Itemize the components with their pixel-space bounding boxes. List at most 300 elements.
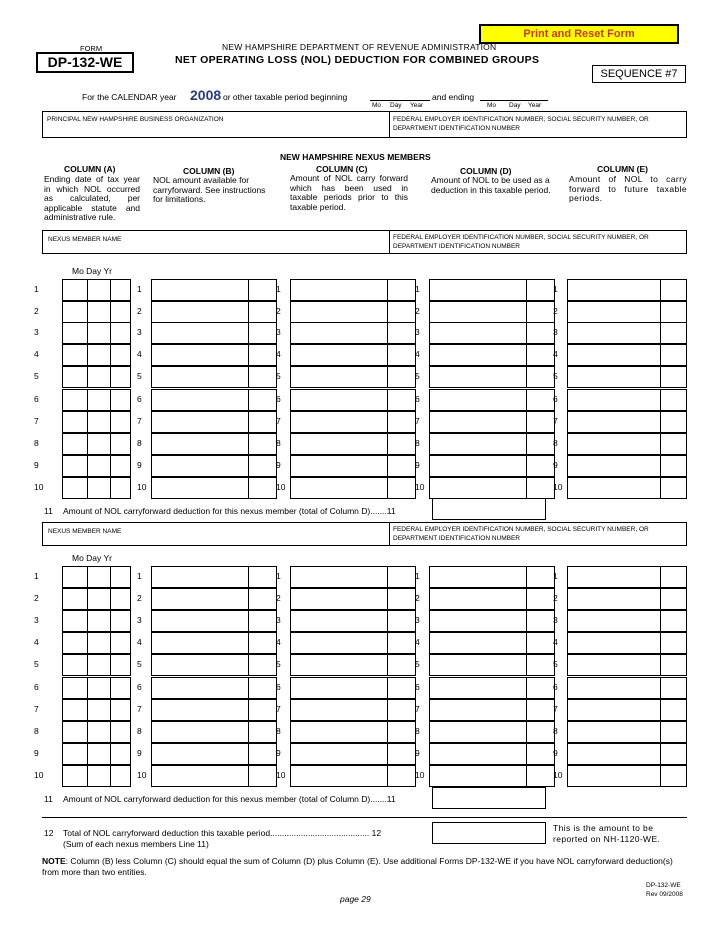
line12-num: 12 [44, 828, 54, 838]
member2-row-number: 4 [34, 637, 39, 647]
member2-date-day-field[interactable] [87, 743, 111, 765]
member1-col-c-amount-field[interactable] [290, 389, 388, 411]
member2-col-c-cents-field[interactable] [387, 654, 416, 676]
member2-col-b-amount-field[interactable] [151, 721, 249, 743]
print-reset-button[interactable]: Print and Reset Form [479, 24, 679, 44]
member2-col-d-cents-field[interactable] [526, 588, 555, 610]
member2-date-yr-field[interactable] [110, 721, 131, 743]
member2-col-e-cents-field[interactable] [660, 632, 687, 654]
member2-col-c-cents-field[interactable] [387, 721, 416, 743]
member1-col-e-amount-field[interactable] [567, 322, 661, 344]
member2-col-b-cents-field[interactable] [248, 566, 277, 588]
member1-date-yr-field[interactable] [110, 322, 131, 344]
member1-col-c-cents-field[interactable] [387, 433, 416, 455]
member2-col-e-line-number: 2 [553, 593, 558, 603]
member2-col-e-cents-field[interactable] [660, 588, 687, 610]
member1-col-e-amount-field[interactable] [567, 366, 661, 388]
member1-date-yr-field[interactable] [110, 433, 131, 455]
member2-col-b-cents-field[interactable] [248, 654, 277, 676]
member2-col-c-line-number: 9 [276, 748, 281, 758]
member2-col-e-line-number: 8 [553, 726, 558, 736]
column-d-desc: Amount of NOL to be used as a deduction in this taxable period. [431, 175, 551, 195]
member2-col-d-amount-field[interactable] [429, 566, 527, 588]
member2-col-b-line-number: 10 [137, 770, 147, 780]
member2-col-d-cents-field[interactable] [526, 566, 555, 588]
member2-date-day-field[interactable] [87, 677, 111, 699]
member2-col-b-amount-field[interactable] [151, 677, 249, 699]
member1-row-number: 7 [34, 416, 39, 426]
begin-year-label: Year [410, 102, 424, 109]
line12-sub: (Sum of each nexus members Line 11) [63, 839, 209, 849]
member2-col-d-amount-field[interactable] [429, 654, 527, 676]
member2-line11-field[interactable] [432, 787, 546, 809]
member2-col-c-line-number: 2 [276, 593, 281, 603]
member1-col-b-cents-field[interactable] [248, 477, 277, 499]
form-id: DP-132-WE [36, 52, 134, 73]
member1-col-d-cents-field[interactable] [526, 389, 555, 411]
member1-col-d-cents-field[interactable] [526, 279, 555, 301]
member1-col-c-line-number: 9 [276, 460, 281, 470]
member2-date-mo-field[interactable] [62, 610, 88, 632]
member2-col-b-amount-field[interactable] [151, 588, 249, 610]
member2-col-c-cents-field[interactable] [387, 588, 416, 610]
form-label: FORM [80, 44, 103, 53]
member1-col-d-cents-field[interactable] [526, 344, 555, 366]
member1-col-e-cents-field[interactable] [660, 411, 687, 433]
member2-col-e-amount-field[interactable] [567, 699, 661, 721]
member2-col-e-cents-field[interactable] [660, 677, 687, 699]
member2-row-number: 10 [34, 770, 44, 780]
member1-col-b-line-number: 9 [137, 460, 142, 470]
member2-date-mo-field[interactable] [62, 654, 88, 676]
member2-col-d-amount-field[interactable] [429, 588, 527, 610]
member1-col-b-amount-field[interactable] [151, 322, 249, 344]
member1-col-d-line-number: 2 [415, 306, 420, 316]
member1-col-c-cents-field[interactable] [387, 301, 416, 323]
member2-col-d-cents-field[interactable] [526, 699, 555, 721]
member2-col-c-cents-field[interactable] [387, 566, 416, 588]
member1-date-day-field[interactable] [87, 301, 111, 323]
member2-col-d-amount-field[interactable] [429, 610, 527, 632]
member1-date-yr-field[interactable] [110, 455, 131, 477]
member1-col-c-cents-field[interactable] [387, 411, 416, 433]
member2-date-day-field[interactable] [87, 654, 111, 676]
member1-col-b-cents-field[interactable] [248, 389, 277, 411]
member1-col-b-amount-field[interactable] [151, 279, 249, 301]
member1-col-b-cents-field[interactable] [248, 322, 277, 344]
member2-date-yr-field[interactable] [110, 610, 131, 632]
member1-date-mo-field[interactable] [62, 477, 88, 499]
member1-col-d-cents-field[interactable] [526, 366, 555, 388]
member1-col-b-amount-field[interactable] [151, 411, 249, 433]
member1-col-c-cents-field[interactable] [387, 477, 416, 499]
member1-col-c-amount-field[interactable] [290, 477, 388, 499]
member1-col-b-amount-field[interactable] [151, 301, 249, 323]
member2-date-yr-field[interactable] [110, 654, 131, 676]
member1-col-b-cents-field[interactable] [248, 411, 277, 433]
member1-col-c-line-number: 6 [276, 394, 281, 404]
member2-col-b-amount-field[interactable] [151, 654, 249, 676]
member1-row-number: 4 [34, 349, 39, 359]
member2-line11-num: 11 [44, 794, 53, 804]
member2-col-e-cents-field[interactable] [660, 765, 687, 787]
member1-date-mo-field[interactable] [62, 344, 88, 366]
member2-col-c-line-number: 8 [276, 726, 281, 736]
member2-col-b-line-number: 2 [137, 593, 142, 603]
member2-col-e-amount-field[interactable] [567, 721, 661, 743]
member2-col-b-amount-field[interactable] [151, 743, 249, 765]
member2-col-b-line-number: 7 [137, 704, 142, 714]
member1-date-mo-field[interactable] [62, 279, 88, 301]
member2-col-c-line-number: 1 [276, 571, 281, 581]
begin-mo-label: Mo [372, 102, 382, 109]
member1-col-d-amount-field[interactable] [429, 366, 527, 388]
member1-col-b-cents-field[interactable] [248, 344, 277, 366]
member2-col-c-cents-field[interactable] [387, 632, 416, 654]
member2-col-d-cents-field[interactable] [526, 765, 555, 787]
member1-col-c-cents-field[interactable] [387, 344, 416, 366]
department-name: NEW HAMPSHIRE DEPARTMENT OF REVENUE ADMINISTRATION [222, 42, 497, 52]
member1-col-e-cents-field[interactable] [660, 366, 687, 388]
member1-row-number: 9 [34, 460, 39, 470]
member1-col-e-amount-field[interactable] [567, 344, 661, 366]
member1-col-c-line-number: 8 [276, 438, 281, 448]
member2-date-day-field[interactable] [87, 610, 111, 632]
member1-date-yr-field[interactable] [110, 279, 131, 301]
member1-col-c-line-number: 4 [276, 349, 281, 359]
member2-col-d-amount-field[interactable] [429, 632, 527, 654]
member2-col-e-cents-field[interactable] [660, 721, 687, 743]
member1-col-b-amount-field[interactable] [151, 455, 249, 477]
member1-col-e-line-number: 2 [553, 306, 558, 316]
footer-rev: Rev 09/2008 [646, 891, 683, 898]
member1-date-day-field[interactable] [87, 279, 111, 301]
member2-col-d-cents-field[interactable] [526, 677, 555, 699]
member2-col-b-cents-field[interactable] [248, 632, 277, 654]
member2-col-e-line-number: 4 [553, 637, 558, 647]
member2-col-b-cents-field[interactable] [248, 610, 277, 632]
member1-col-c-cents-field[interactable] [387, 455, 416, 477]
member2-col-b-cents-field[interactable] [248, 699, 277, 721]
member2-col-e-amount-field[interactable] [567, 566, 661, 588]
member2-col-b-cents-field[interactable] [248, 677, 277, 699]
period-end-field[interactable] [480, 88, 548, 100]
member1-col-d-amount-field[interactable] [429, 477, 527, 499]
member2-col-e-cents-field[interactable] [660, 743, 687, 765]
member1-col-e-amount-field[interactable] [567, 433, 661, 455]
principal-fein-label: FEDERAL EMPLOYER IDENTIFICATION NUMBER, SOCIAL SECURITY NUMBER, OR DEPARTMENT IDENTIFICATION NUMBER [393, 116, 649, 132]
member2-col-c-amount-field[interactable] [290, 632, 388, 654]
member2-col-e-amount-field[interactable] [567, 588, 661, 610]
member2-row-number: 8 [34, 726, 39, 736]
member1-col-e-amount-field[interactable] [567, 301, 661, 323]
member1-col-e-line-number: 9 [553, 460, 558, 470]
member2-date-day-field[interactable] [87, 566, 111, 588]
member2-col-c-cents-field[interactable] [387, 677, 416, 699]
member1-col-c-amount-field[interactable] [290, 366, 388, 388]
member2-col-b-amount-field[interactable] [151, 632, 249, 654]
member2-date-day-field[interactable] [87, 588, 111, 610]
member1-date-mo-field[interactable] [62, 301, 88, 323]
member1-line11-field[interactable] [432, 498, 546, 520]
member2-col-e-amount-field[interactable] [567, 743, 661, 765]
member2-col-e-amount-field[interactable] [567, 632, 661, 654]
member2-date-mo-field[interactable] [62, 566, 88, 588]
member2-date-mo-field[interactable] [62, 632, 88, 654]
member2-col-e-cents-field[interactable] [660, 610, 687, 632]
member2-col-b-cents-field[interactable] [248, 765, 277, 787]
member1-col-b-amount-field[interactable] [151, 344, 249, 366]
member2-date-yr-field[interactable] [110, 699, 131, 721]
member2-col-b-amount-field[interactable] [151, 765, 249, 787]
member1-col-e-amount-field[interactable] [567, 455, 661, 477]
member2-date-mo-field[interactable] [62, 721, 88, 743]
member1-col-b-cents-field[interactable] [248, 455, 277, 477]
column-c-title: COLUMN (C) [316, 164, 368, 174]
member1-col-c-amount-field[interactable] [290, 455, 388, 477]
member1-date-day-field[interactable] [87, 366, 111, 388]
member1-col-d-cents-field[interactable] [526, 322, 555, 344]
member1-date-day-field[interactable] [87, 477, 111, 499]
member2-row-number: 6 [34, 682, 39, 692]
member1-date-yr-field[interactable] [110, 477, 131, 499]
member1-col-e-amount-field[interactable] [567, 411, 661, 433]
member2-col-c-amount-field[interactable] [290, 721, 388, 743]
member1-col-c-amount-field[interactable] [290, 344, 388, 366]
member2-col-b-cents-field[interactable] [248, 588, 277, 610]
member1-col-e-amount-field[interactable] [567, 389, 661, 411]
member2-col-e-amount-field[interactable] [567, 654, 661, 676]
member2-col-b-amount-field[interactable] [151, 566, 249, 588]
member1-col-e-cents-field[interactable] [660, 477, 687, 499]
member1-col-c-amount-field[interactable] [290, 411, 388, 433]
member2-col-d-cents-field[interactable] [526, 654, 555, 676]
member2-col-b-amount-field[interactable] [151, 610, 249, 632]
member2-col-b-cents-field[interactable] [248, 721, 277, 743]
member2-date-yr-field[interactable] [110, 588, 131, 610]
member1-col-d-cents-field[interactable] [526, 301, 555, 323]
member2-col-c-amount-field[interactable] [290, 699, 388, 721]
member1-col-b-amount-field[interactable] [151, 433, 249, 455]
member2-col-c-cents-field[interactable] [387, 699, 416, 721]
member1-col-e-cents-field[interactable] [660, 389, 687, 411]
member1-col-c-cents-field[interactable] [387, 366, 416, 388]
member1-col-d-amount-field[interactable] [429, 389, 527, 411]
member1-date-day-field[interactable] [87, 322, 111, 344]
member2-col-d-amount-field[interactable] [429, 721, 527, 743]
member1-col-b-amount-field[interactable] [151, 389, 249, 411]
begin-day-label: Day [390, 102, 402, 109]
member1-date-day-field[interactable] [87, 344, 111, 366]
member1-date-mo-field[interactable] [62, 455, 88, 477]
member1-col-e-line-number: 10 [553, 482, 563, 492]
member2-col-b-amount-field[interactable] [151, 699, 249, 721]
member2-date-mo-field[interactable] [62, 699, 88, 721]
member1-col-d-line-number: 10 [415, 482, 425, 492]
member2-date-yr-field[interactable] [110, 566, 131, 588]
member2-col-c-amount-field[interactable] [290, 743, 388, 765]
member2-date-yr-field[interactable] [110, 765, 131, 787]
member2-col-e-line-number: 1 [553, 571, 558, 581]
member2-col-d-amount-field[interactable] [429, 677, 527, 699]
member2-col-c-cents-field[interactable] [387, 743, 416, 765]
member1-col-e-amount-field[interactable] [567, 477, 661, 499]
member1-col-c-line-number: 5 [276, 371, 281, 381]
member1-line11-num: 11 [44, 506, 53, 516]
member1-col-e-cents-field[interactable] [660, 344, 687, 366]
member1-col-c-amount-field[interactable] [290, 279, 388, 301]
member1-date-day-field[interactable] [87, 455, 111, 477]
period-begin-field[interactable] [370, 88, 430, 100]
member2-date-mo-field[interactable] [62, 588, 88, 610]
member2-col-e-cents-field[interactable] [660, 566, 687, 588]
member1-col-b-cents-field[interactable] [248, 433, 277, 455]
member2-date-mo-field[interactable] [62, 677, 88, 699]
member2-col-e-cents-field[interactable] [660, 699, 687, 721]
member1-col-b-cents-field[interactable] [248, 301, 277, 323]
member2-col-d-cents-field[interactable] [526, 632, 555, 654]
member1-col-d-amount-field[interactable] [429, 301, 527, 323]
member1-col-b-line-number: 4 [137, 349, 142, 359]
member1-date-mo-field[interactable] [62, 366, 88, 388]
member1-col-c-line-number: 10 [276, 482, 286, 492]
principal-org-label: PRINCIPAL NEW HAMPSHIRE BUSINESS ORGANIZATION [47, 116, 224, 123]
member1-col-d-cents-field[interactable] [526, 411, 555, 433]
member1-col-b-line-number: 5 [137, 371, 142, 381]
member2-col-c-line-number: 10 [276, 770, 286, 780]
tax-year: 2008 [190, 87, 222, 103]
member2-col-c-amount-field[interactable] [290, 610, 388, 632]
member2-col-c-amount-field[interactable] [290, 765, 388, 787]
member2-fein-label: FEDERAL EMPLOYER IDENTIFICATION NUMBER, SOCIAL SECURITY NUMBER, OR DEPARTMENT IDENTIFICATION NUMBER [393, 526, 649, 542]
member2-date-yr-field[interactable] [110, 632, 131, 654]
member1-col-d-amount-field[interactable] [429, 322, 527, 344]
member1-col-b-cents-field[interactable] [248, 366, 277, 388]
member2-col-e-line-number: 3 [553, 615, 558, 625]
member2-col-d-amount-field[interactable] [429, 765, 527, 787]
member2-row-number: 9 [34, 748, 39, 758]
member2-col-c-line-number: 4 [276, 637, 281, 647]
member1-col-e-line-number: 1 [553, 284, 558, 294]
member1-date-mo-field[interactable] [62, 411, 88, 433]
member1-col-b-cents-field[interactable] [248, 279, 277, 301]
member2-col-e-cents-field[interactable] [660, 654, 687, 676]
member2-col-d-amount-field[interactable] [429, 743, 527, 765]
member2-col-d-cents-field[interactable] [526, 610, 555, 632]
member2-col-e-amount-field[interactable] [567, 765, 661, 787]
member1-col-d-cents-field[interactable] [526, 477, 555, 499]
member2-col-c-amount-field[interactable] [290, 654, 388, 676]
member1-date-mo-field[interactable] [62, 389, 88, 411]
line12-text: Total of NOL carryforward deduction this taxable period.......................................... 12 [63, 828, 382, 838]
member2-col-c-amount-field[interactable] [290, 566, 388, 588]
member1-date-yr-field[interactable] [110, 366, 131, 388]
member1-date-yr-field[interactable] [110, 389, 131, 411]
member2-col-d-cents-field[interactable] [526, 743, 555, 765]
member1-col-c-cents-field[interactable] [387, 279, 416, 301]
member2-col-d-cents-field[interactable] [526, 721, 555, 743]
member2-col-d-line-number: 6 [415, 682, 420, 692]
member1-col-e-cents-field[interactable] [660, 279, 687, 301]
member1-col-c-amount-field[interactable] [290, 433, 388, 455]
member1-col-c-line-number: 2 [276, 306, 281, 316]
member1-col-e-cents-field[interactable] [660, 455, 687, 477]
member2-line11-text: Amount of NOL carryforward deduction for this nexus member (total of Column D).......11 [63, 794, 396, 804]
member1-col-c-amount-field[interactable] [290, 322, 388, 344]
member1-col-b-line-number: 7 [137, 416, 142, 426]
note-label: NOTE [42, 856, 66, 866]
member1-col-b-amount-field[interactable] [151, 477, 249, 499]
member2-col-c-amount-field[interactable] [290, 677, 388, 699]
member2-col-b-cents-field[interactable] [248, 743, 277, 765]
member2-col-c-amount-field[interactable] [290, 588, 388, 610]
member1-col-d-line-number: 4 [415, 349, 420, 359]
member1-col-c-cents-field[interactable] [387, 322, 416, 344]
member1-col-c-cents-field[interactable] [387, 389, 416, 411]
member1-col-d-cents-field[interactable] [526, 455, 555, 477]
member1-col-e-amount-field[interactable] [567, 279, 661, 301]
line12-field[interactable] [432, 822, 546, 844]
member2-date-yr-field[interactable] [110, 743, 131, 765]
member2-date-mo-field[interactable] [62, 765, 88, 787]
member2-date-day-field[interactable] [87, 721, 111, 743]
member2-col-e-line-number: 10 [553, 770, 563, 780]
member1-col-e-cents-field[interactable] [660, 322, 687, 344]
member1-col-b-line-number: 6 [137, 394, 142, 404]
member1-col-e-cents-field[interactable] [660, 433, 687, 455]
member1-date-mo-field[interactable] [62, 322, 88, 344]
form-note [42, 856, 690, 878]
member1-col-c-amount-field[interactable] [290, 301, 388, 323]
member2-col-e-amount-field[interactable] [567, 677, 661, 699]
member1-date-day-field[interactable] [87, 411, 111, 433]
member2-col-d-amount-field[interactable] [429, 699, 527, 721]
member2-col-c-cents-field[interactable] [387, 610, 416, 632]
member2-date-day-field[interactable] [87, 765, 111, 787]
member2-date-mo-field[interactable] [62, 743, 88, 765]
member1-col-b-amount-field[interactable] [151, 366, 249, 388]
member2-col-d-line-number: 2 [415, 593, 420, 603]
member2-col-c-cents-field[interactable] [387, 765, 416, 787]
member1-col-d-amount-field[interactable] [429, 411, 527, 433]
member1-col-d-amount-field[interactable] [429, 344, 527, 366]
member1-date-yr-field[interactable] [110, 301, 131, 323]
member1-date-day-field[interactable] [87, 389, 111, 411]
member1-row-number: 3 [34, 327, 39, 337]
member1-col-c-line-number: 1 [276, 284, 281, 294]
member1-col-d-amount-field[interactable] [429, 279, 527, 301]
sequence-box: SEQUENCE #7 [592, 65, 686, 83]
member1-date-day-field[interactable] [87, 433, 111, 455]
member2-col-d-line-number: 8 [415, 726, 420, 736]
member1-col-e-line-number: 3 [553, 327, 558, 337]
member1-date-mo-field[interactable] [62, 433, 88, 455]
member2-date-yr-field[interactable] [110, 677, 131, 699]
member1-col-d-amount-field[interactable] [429, 455, 527, 477]
member2-row-number: 5 [34, 659, 39, 669]
member2-col-b-line-number: 5 [137, 659, 142, 669]
member1-date-yr-field[interactable] [110, 411, 131, 433]
member2-date-day-field[interactable] [87, 699, 111, 721]
member1-date-yr-field[interactable] [110, 344, 131, 366]
and-ending-label: and ending [432, 92, 475, 102]
line12-note: This is the amount to be reported on NH-1120-WE. [553, 823, 661, 844]
member1-col-e-cents-field[interactable] [660, 301, 687, 323]
member1-col-d-cents-field[interactable] [526, 433, 555, 455]
member2-col-e-amount-field[interactable] [567, 610, 661, 632]
member2-date-day-field[interactable] [87, 632, 111, 654]
member1-col-d-amount-field[interactable] [429, 433, 527, 455]
